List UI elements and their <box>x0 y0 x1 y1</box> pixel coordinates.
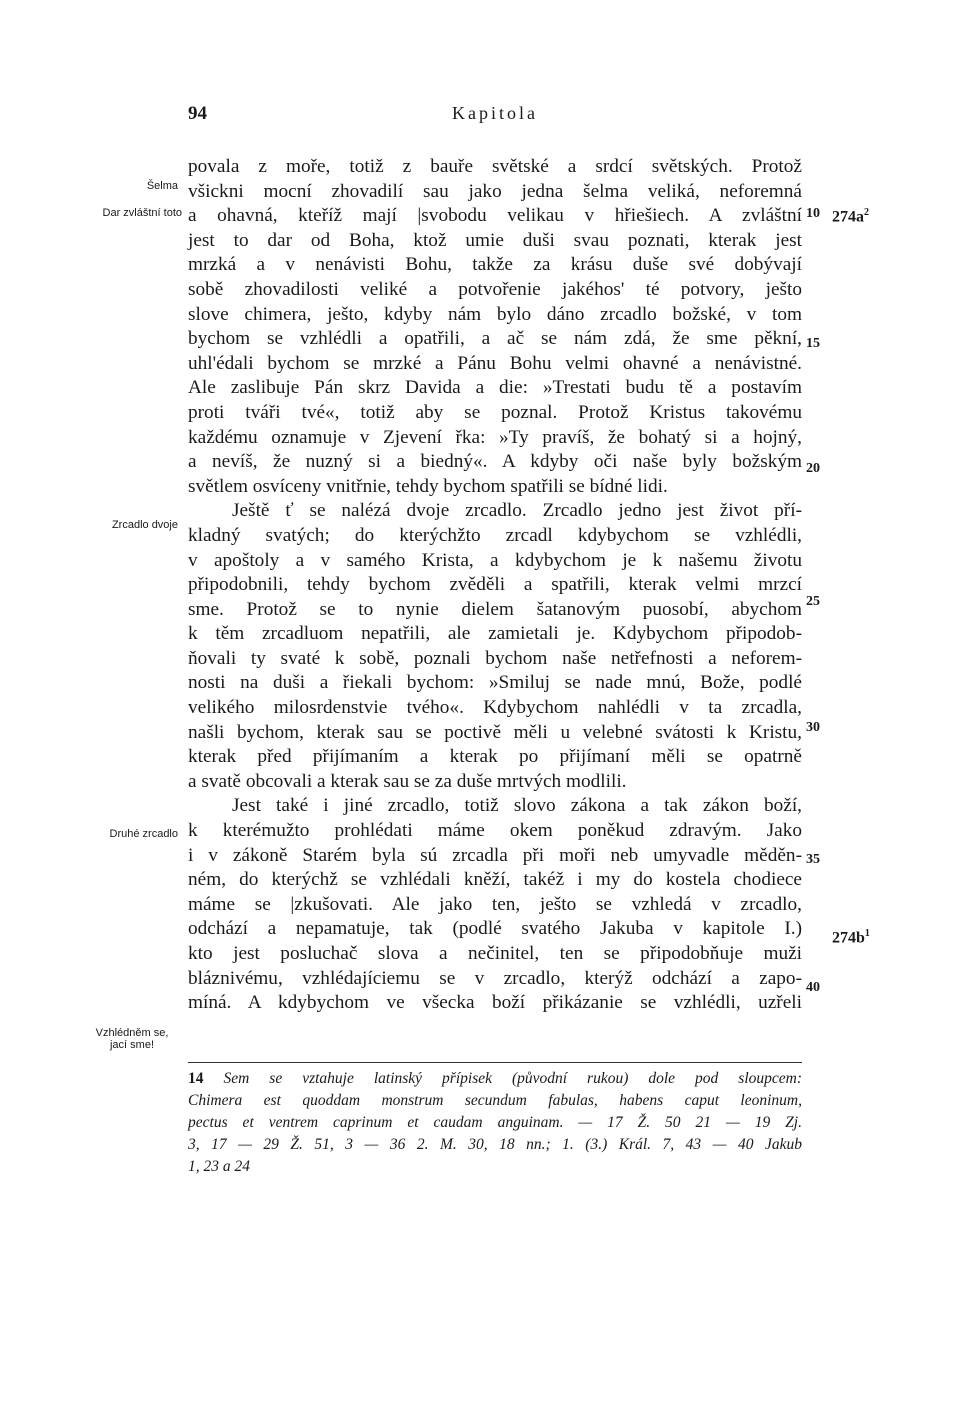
text-line: bychom se vzhlédli a opatřili, a ač se nám zdá, že sme pěkní, <box>188 328 802 350</box>
footnote-line: pectus et ventrem caprinum et caudam anguinam. — 17 Ž. 50 21 — 19 Zj. <box>188 1114 802 1131</box>
footnote-text: Sem se vztahuje latinský přípisek (původní rukou) dole pod sloupcem: <box>203 1070 802 1087</box>
text-line: Ale zaslibuje Pán skrz Davida a die: »Trestati budu tě a postavím <box>188 377 802 399</box>
text-line: ném, do kterýchž se vzhlédali kněží, takéž i my do kostela chodiece <box>188 869 802 891</box>
margin-note-zrcadlo-dvoje: Zrcadlo dvoje <box>111 519 178 531</box>
text-line: a nevíš, že nuzný si a biedný«. A kdyby oči naše byly božským <box>188 451 802 473</box>
chapter-title: Kapitola <box>452 103 538 123</box>
text-line: každému oznamuje v Zjevení řka: »Ty pravíš, že bohatý si a hojný, <box>188 426 802 448</box>
line-number-10: 10 <box>806 206 820 221</box>
folio-274b-main: 274b <box>832 929 865 947</box>
text-line: sme. Protož se to nynie dielem šatanovým puosobí, abychom <box>188 598 802 620</box>
folio-274a-main: 274a <box>832 208 864 226</box>
text-line: velikého milosrdenstvie tvého«. Kdybychom nahlédli v ta zrcadla, <box>188 697 802 719</box>
folio-274b-sup: 1 <box>864 928 870 939</box>
page-number: 94 <box>188 103 207 124</box>
text-line: kterak před přijímaním a kterak po přijímaní měli se opatrně <box>188 746 802 768</box>
text-line: všickni mocní zhovadilí sau jako jedna šelma veliká, neforemná <box>188 180 802 202</box>
line-number-20: 20 <box>806 461 820 476</box>
margin-note-vzhlednem <box>86 1027 178 1051</box>
text-line: proti tváři tvé«, totiž aby se poznal. Protož Kristus takovému <box>188 401 802 423</box>
footnote-line: 1, 23 a 24 <box>188 1158 250 1175</box>
text-line: bláznivému, vzhlédajíciemu se v zrcadlo, kterýž odchází a zapo- <box>188 967 802 989</box>
line-number-30: 30 <box>806 720 820 735</box>
text-line: k těm zrcadluom nepatřili, ale zamietali je. Kdybychom připodob- <box>188 623 802 645</box>
folio-274a <box>832 207 869 226</box>
running-head <box>188 103 802 127</box>
text-line: uhl'édali bychom se mrzké a Pánu Bohu velmi ohavné a nenávistné. <box>188 352 802 374</box>
margin-note-vzhlednem-line2: jací sme! <box>109 1039 154 1051</box>
margin-note-selma: Šelma <box>146 180 178 192</box>
text-line: kladný svatých; do kterýchžto zrcadl kdybychom se vzhlédli, <box>188 524 802 546</box>
text-line: jest to dar od Boha, ktož umie duši svau poznati, kterak jest <box>188 229 802 251</box>
text-line: a ohavná, kteříž mají |svobodu velikau v hřiešiech. A zvláštní <box>188 205 802 227</box>
text-line: slove chimera, ješto, kdyby nám bylo dáno zrcadlo božské, v tom <box>188 303 802 325</box>
text-line: i v zákoně Starém byla sú zrcadla při moři neb umyvadle měděn- <box>188 844 802 866</box>
main-text <box>188 155 802 1016</box>
line-number-25: 25 <box>806 594 820 609</box>
footnote-rule <box>188 1062 802 1063</box>
text-line: odchází a nepamatuje, tak (podlé svatého Jakuba v kapitole I.) <box>188 918 802 940</box>
folio-274b <box>832 928 870 947</box>
text-line: kto jest posluchač slova a nečinitel, ten se připodobňuje muži <box>188 943 802 964</box>
text-line: připodobnili, tehdy bychom zvěděli a spatřili, kterak velmi mrzcí <box>188 574 802 596</box>
footnote-line <box>188 1068 802 1090</box>
text-line: k kterémužto prohlédati máme okem poněkud zdravým. Jako <box>188 820 802 842</box>
text-line: a svatě obcovali a kterak sau se za duše mrtvých modlili. <box>188 770 627 792</box>
margin-note-vzhlednem-line1: Vzhlédněm se, <box>95 1027 169 1039</box>
line-number-15: 15 <box>806 336 820 351</box>
text-line: Jest také i jiné zrcadlo, totiž slovo zákona a tak zákon boží, <box>232 795 802 817</box>
line-number-40: 40 <box>806 980 820 995</box>
footnote-number: 14 <box>188 1070 204 1087</box>
folio-274a-sup: 2 <box>864 207 869 218</box>
footnotes <box>188 1068 802 1178</box>
text-line: Ještě ť se nalézá dvoje zrcadlo. Zrcadlo jedno jest život pří- <box>232 500 802 522</box>
margin-note-dar: Dar zvláštní toto <box>102 207 182 219</box>
text-line: povala z moře, totiž z bauře světské a srdcí světských. Protož <box>188 156 802 177</box>
footnote-line: 3, 17 — 29 Ž. 51, 3 — 36 2. M. 30, 18 nn.; 1. (3.) Král. 7, 43 — 40 Jakub <box>188 1136 802 1153</box>
text-line: našli bychom, kterak sau se poctivě měli u velebné svátosti k Kristu, <box>188 721 802 743</box>
footnote-line: Chimera est quoddam monstrum secundum fabulas, habens caput leoninum, <box>188 1092 802 1109</box>
line-number-35: 35 <box>806 852 820 867</box>
text-line: míná. A kdybychom ve všecka boží přikázanie se vzhlédli, uzřeli <box>188 992 802 1014</box>
text-line: mrzká a v nenávisti Bohu, takže za krásu duše své dobývají <box>188 254 802 276</box>
text-line: nosti na duši a řiekali bychom: »Smiluj se nade mnú, Bože, podlé <box>188 672 802 694</box>
text-line: máme se |zkušovati. Ale jako ten, ješto se vzhledá v zrcadlo, <box>188 893 802 915</box>
margin-note-druhe-zrcadlo: Druhé zrcadlo <box>109 828 178 840</box>
text-line: světlem osvíceny vnitřnie, tehdy bychom spatřili se bídné lidi. <box>188 475 668 497</box>
text-line: sobě zhovadilosti veliké a potvořenie jakéhos' té potvory, ješto <box>188 278 802 300</box>
text-line: ňovali ty svaté k sobě, poznali bychom naše netřefnosti a neforem- <box>188 647 802 669</box>
text-line: v apoštoly a v samého Krista, a kdybychom je k našemu životu <box>188 549 802 571</box>
